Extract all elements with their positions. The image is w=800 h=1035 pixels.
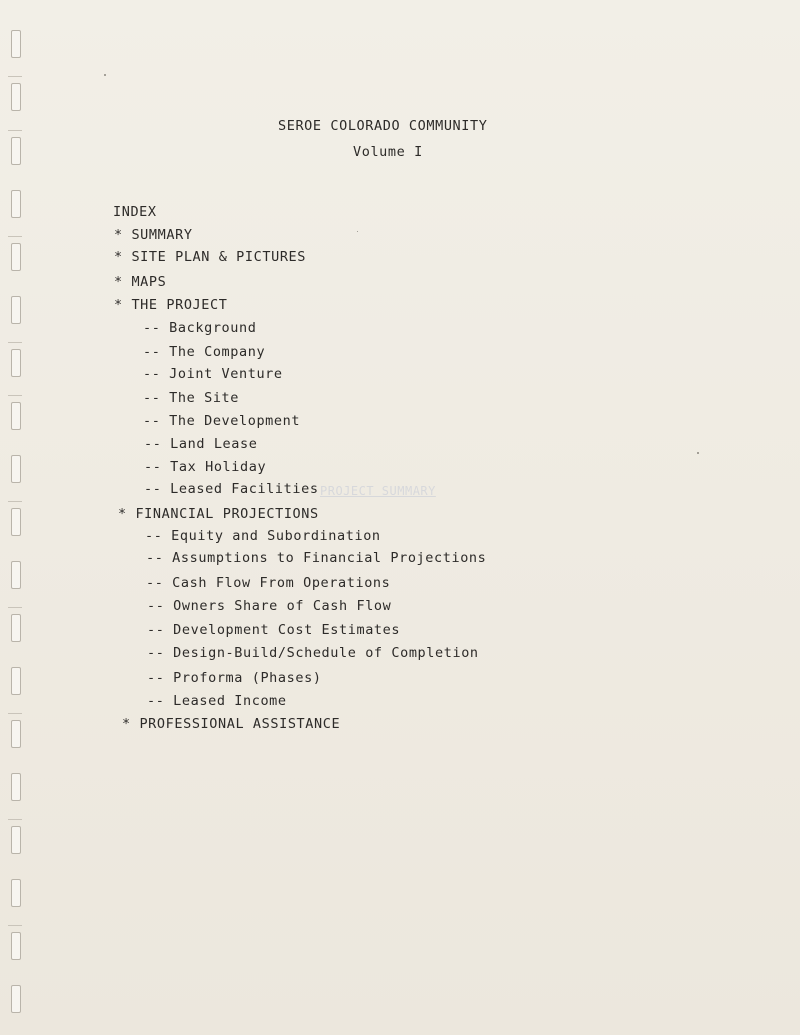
binding-hole — [11, 508, 21, 536]
index-subitem-leased-income: -- Leased Income — [147, 693, 287, 709]
binding-hole — [11, 879, 21, 907]
document-title: SEROE COLORADO COMMUNITY — [278, 118, 488, 134]
index-subitem-the-site: -- The Site — [143, 390, 240, 406]
index-heading: INDEX — [113, 204, 157, 220]
binding-hole — [11, 667, 21, 695]
binding-hole — [11, 30, 21, 58]
binding-hole — [11, 932, 21, 960]
index-item-financial-projections: * FINANCIAL PROJECTIONS — [118, 506, 319, 522]
index-item-summary: * SUMMARY — [114, 227, 193, 243]
paper-speck — [697, 452, 699, 454]
binding-hole — [11, 349, 21, 377]
binding-mark — [8, 501, 22, 502]
index-subitem-the-company: -- The Company — [143, 344, 266, 360]
binding-mark — [8, 713, 22, 714]
index-subitem-joint-venture: -- Joint Venture — [143, 366, 283, 382]
binding-hole — [11, 83, 21, 111]
binding-mark — [8, 76, 22, 77]
binding-hole — [11, 190, 21, 218]
index-item-professional-assistance: * PROFESSIONAL ASSISTANCE — [122, 716, 341, 732]
volume-label: Volume I — [353, 144, 423, 160]
binding-mark — [8, 236, 22, 237]
binding-mark — [8, 925, 22, 926]
binding-hole — [11, 455, 21, 483]
binding-hole — [11, 296, 21, 324]
index-subitem-land-lease: -- Land Lease — [144, 436, 258, 452]
index-subitem-assumptions: -- Assumptions to Financial Projections — [146, 550, 487, 566]
index-subitem-cash-flow: -- Cash Flow From Operations — [146, 575, 391, 591]
index-subitem-design-build: -- Design-Build/Schedule of Completion — [147, 645, 479, 661]
paper-speck — [357, 231, 358, 232]
index-subitem-proforma: -- Proforma (Phases) — [147, 670, 322, 686]
index-item-site-plan: * SITE PLAN & PICTURES — [114, 249, 307, 265]
binding-hole — [11, 243, 21, 271]
bleed-through-text: PROJECT SUMMARY — [320, 484, 436, 498]
binding-hole — [11, 826, 21, 854]
paper-speck — [104, 74, 106, 76]
binding-mark — [8, 607, 22, 608]
index-subitem-owners-share: -- Owners Share of Cash Flow — [147, 598, 392, 614]
index-subitem-leased-facilities: -- Leased Facilities — [144, 481, 319, 497]
index-subitem-development-cost: -- Development Cost Estimates — [147, 622, 401, 638]
binding-hole — [11, 773, 21, 801]
binding-hole — [11, 561, 21, 589]
index-subitem-background: -- Background — [143, 320, 257, 336]
index-item-maps: * MAPS — [114, 274, 167, 290]
binding-hole — [11, 985, 21, 1013]
index-subitem-the-development: -- The Development — [143, 413, 301, 429]
index-subitem-tax-holiday: -- Tax Holiday — [144, 459, 267, 475]
binding-hole — [11, 614, 21, 642]
binding-hole — [11, 402, 21, 430]
binding-mark — [8, 395, 22, 396]
binding-mark — [8, 342, 22, 343]
index-item-the-project: * THE PROJECT — [114, 297, 228, 313]
index-subitem-equity: -- Equity and Subordination — [145, 528, 381, 544]
binding-hole — [11, 720, 21, 748]
binding-mark — [8, 819, 22, 820]
